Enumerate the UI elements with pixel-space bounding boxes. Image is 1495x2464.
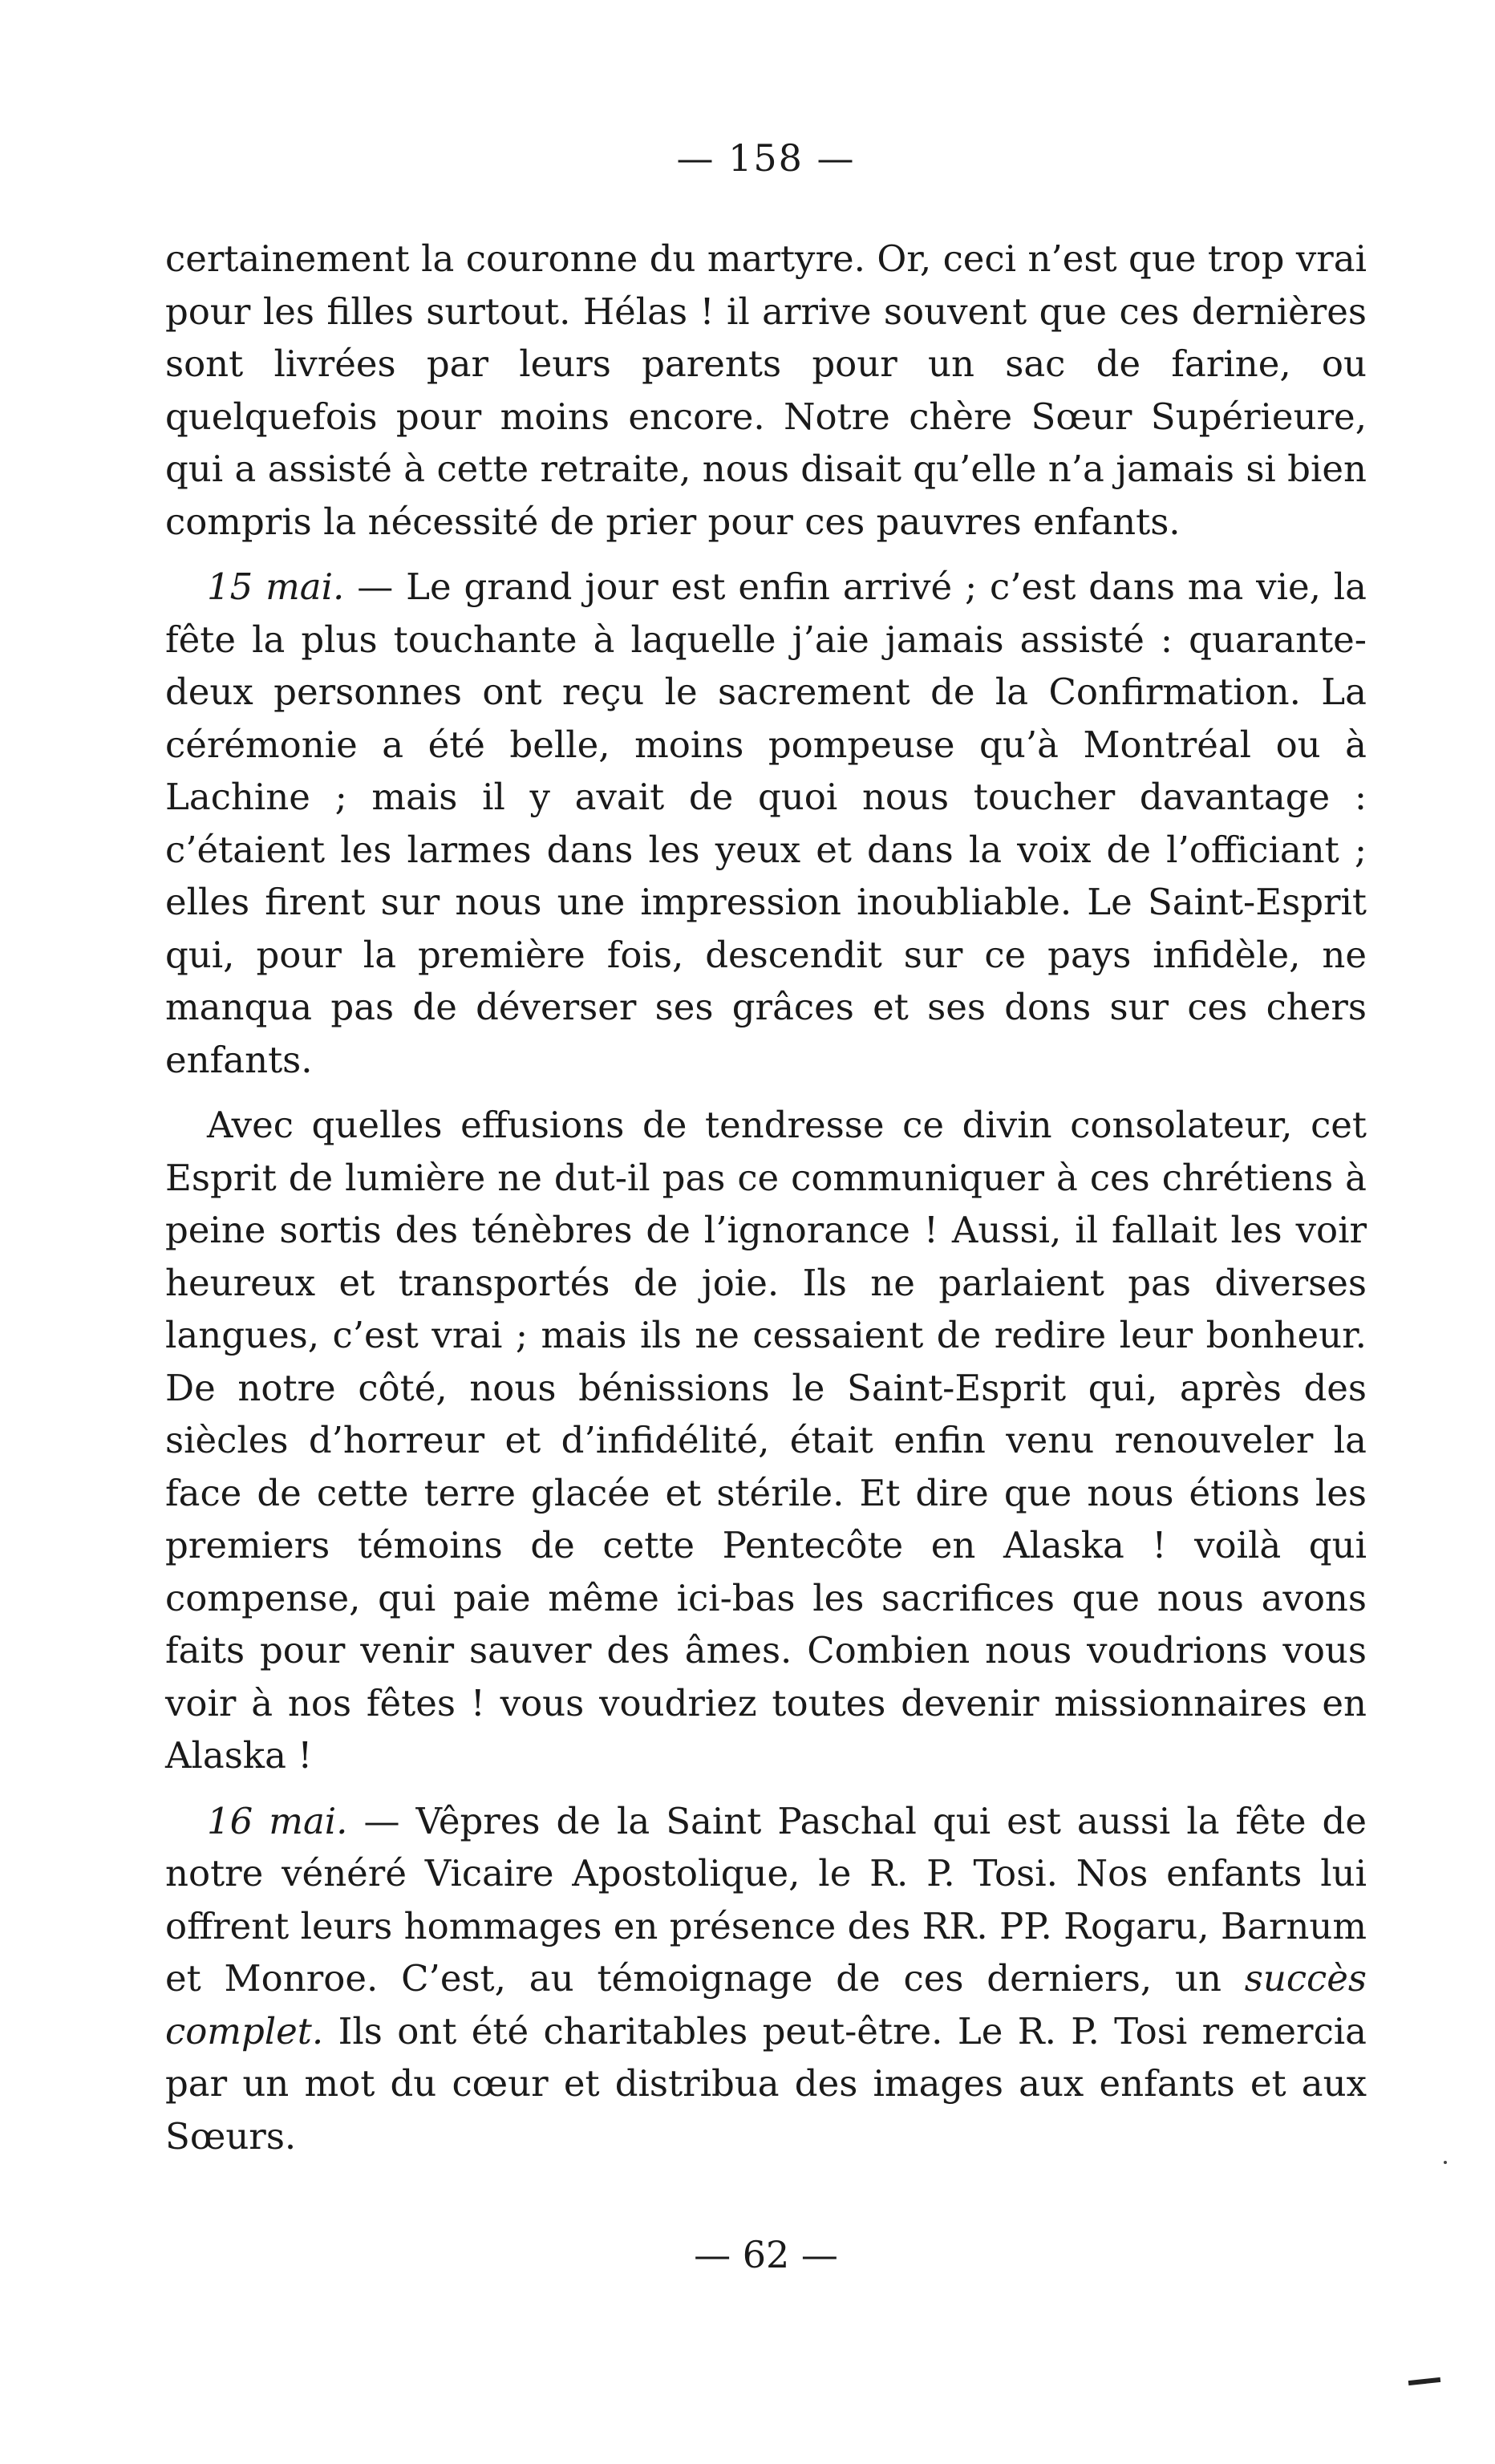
emphasized-text: succès complet.: [165, 1957, 1367, 2053]
entry-text-after: Ils ont été charitables peut-être. Le R. P. Tosi remercia par un mot du cœur et distribua des images aux enfants et aux Sœurs.: [165, 2009, 1367, 2158]
scan-edge-mark: [1408, 2377, 1440, 2385]
paragraph-3: Avec quelles effusions de tendresse ce divin consolateur, cet Esprit de lumière ne dut-il pas ce communiquer à ces chrétiens à peine sortis des ténèbres de l’ignorance ! Aussi, il fallait les voir heureux et transportés de joie. Ils ne parlaient pas diverses langues, c’est vrai ; mais ils ne cessaient de redire leur bonheur. De notre côté, nous bénissions le Saint-Esprit qui, après des siècles d’horreur et d’infidélité, était enfin venu renouveler la face de cette terre glacée et stérile. Et dire que nous étions les premiers témoins de cette Pentecôte en Alaska ! voilà qui compense, qui paie même ici-bas les sacrifices que nous avons faits pour venir sauver des âmes. Combien nous voudrions vous voir à nos fêtes ! vous voudriez toutes devenir missionnaires en Alaska !: [165, 1104, 1367, 1777]
signature-number: — 62 —: [694, 2233, 838, 2276]
paragraph-1: certainement la couronne du martyre. Or, ceci n’est que trop vrai pour les filles surtout. Hélas ! il arrive souvent que ces dernières sont livrées par leurs parents pour un sac de farine, ou quelquefois pour moins encore. Notre chère Sœur Supérieure, qui a assisté à cette retraite, nous disait qu’elle n’a jamais si bien compris la nécessité de prier pour ces pauvres enfants.: [165, 237, 1367, 543]
book-page: [165, 136, 1367, 2276]
page-number: — 158 —: [676, 136, 856, 180]
scan-speck: [1444, 2161, 1447, 2164]
paragraph-4: [165, 1795, 1367, 2163]
entry-date: 16 mai.: [207, 1799, 348, 1842]
entry-text-before: — Vêpres de la Saint Paschal qui est aussi la fête de notre vénéré Vicaire Apostolique, le R. P. Tosi. Nos enfants lui offrent leurs hommages en présence des RR. PP. Rogaru, Barnum et Monroe. C’est, au témoignage de ces derniers, un: [165, 1799, 1367, 2000]
paragraph-2: [165, 561, 1367, 1086]
entry-text: — Le grand jour est enfin arrivé ; c’est dans ma vie, la fête la plus touchante à laquelle j’aie jamais assisté : quarante-deux personnes ont reçu le sacrement de la Confirmation. La cérémonie a été belle, moins pompeuse qu’à Montréal ou à Lachine ; mais il y avait de quoi nous toucher davantage : c’étaient les larmes dans les yeux et dans la voix de l’officiant ; elles firent sur nous une impression inoubliable. Le Saint-Esprit qui, pour la première fois, descendit sur ce pays infidèle, ne manqua pas de déverser ses grâces et ses dons sur ces chers enfants.: [165, 565, 1367, 1081]
entry-date: 15 mai.: [207, 565, 345, 608]
